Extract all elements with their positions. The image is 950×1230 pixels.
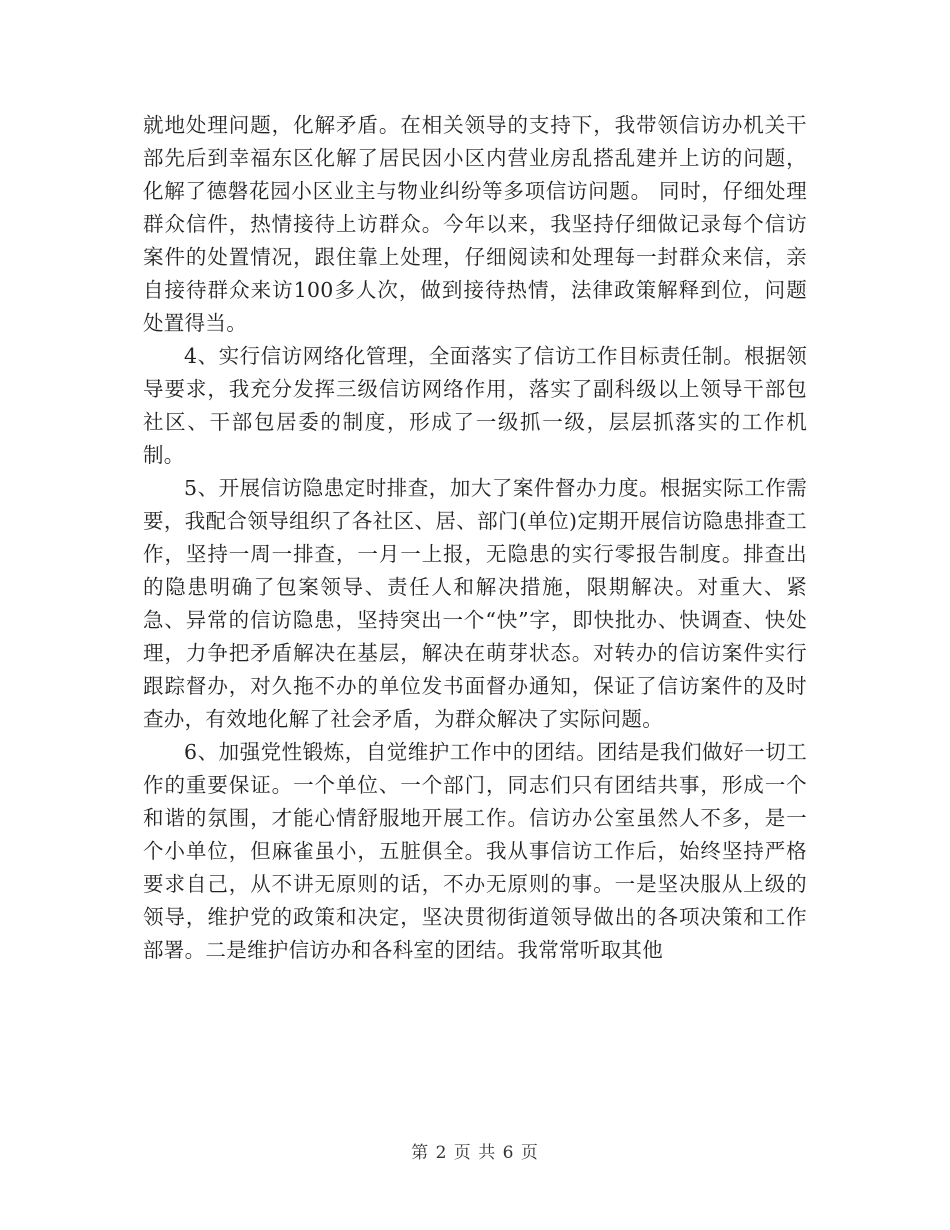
document-body (143, 109, 807, 967)
paragraph: 4、实行信访网络化管理，全面落实了信访工作目标责任制。根据领导要求，我充分发挥三级信访网络作用，落实了副科级以上领导干部包社区、干部包居委的制度，形成了一级抓一级，层层抓落实的工作机制。 (143, 344, 807, 467)
paragraph: 就地处理问题，化解矛盾。在相关领导的支持下，我带领信访办机关干部先后到幸福东区化解了居民因小区内营业房乱搭乱建并上访的问题，化解了德磐花园小区业主与物业纠纷等多项信访问题。 同时，仔细处理群众信件，热情接待上访群众。今年以来，我坚持仔细做记录每个信访案件的处置情况，跟住靠上处理，仔细阅读和处理每一封群众来信，亲自接待群众来访100多人次，做到接待热情，法律政策解释到位，问题处置得当。 (143, 113, 807, 335)
paragraph: 5、开展信访隐患定时排查，加大了案件督办力度。根据实际工作需要，我配合领导组织了各社区、居、部门(单位)定期开展信访隐患排查工作，坚持一周一排查，一月一上报，无隐患的实行零报告制度。排查出的隐患明确了包案领导、责任人和解决措施，限期解决。对重大、紧急、异常的信访隐患，坚持突出一个“快”字，即快批办、快调查、快处理，力争把矛盾解决在基层，解决在萌芽状态。对转办的信访案件实行跟踪督办，对久拖不办的单位发书面督办通知，保证了信访案件的及时查办，有效地化解了社会矛盾，为群众解决了实际问题。 (143, 476, 807, 731)
page-number-footer: 第 2 页 共 6 页 (411, 1143, 539, 1163)
paragraph: 6、加强党性锻炼，自觉维护工作中的团结。团结是我们做好一切工作的重要保证。一个单位、一个部门，同志们只有团结共事，形成一个和谐的氛围，才能心情舒服地开展工作。信访办公室虽然人不多，是一个小单位，但麻雀虽小，五脏俱全。我从事信访工作后，始终坚持严格要求自己，从不讲无原则的话，不办无原则的事。一是坚决服从上级的领导，维护党的政策和决定，坚决贯彻街道领导做出的各项决策和工作部署。二是维护信访办和各科室的团结。我常常听取其他 (143, 740, 807, 962)
